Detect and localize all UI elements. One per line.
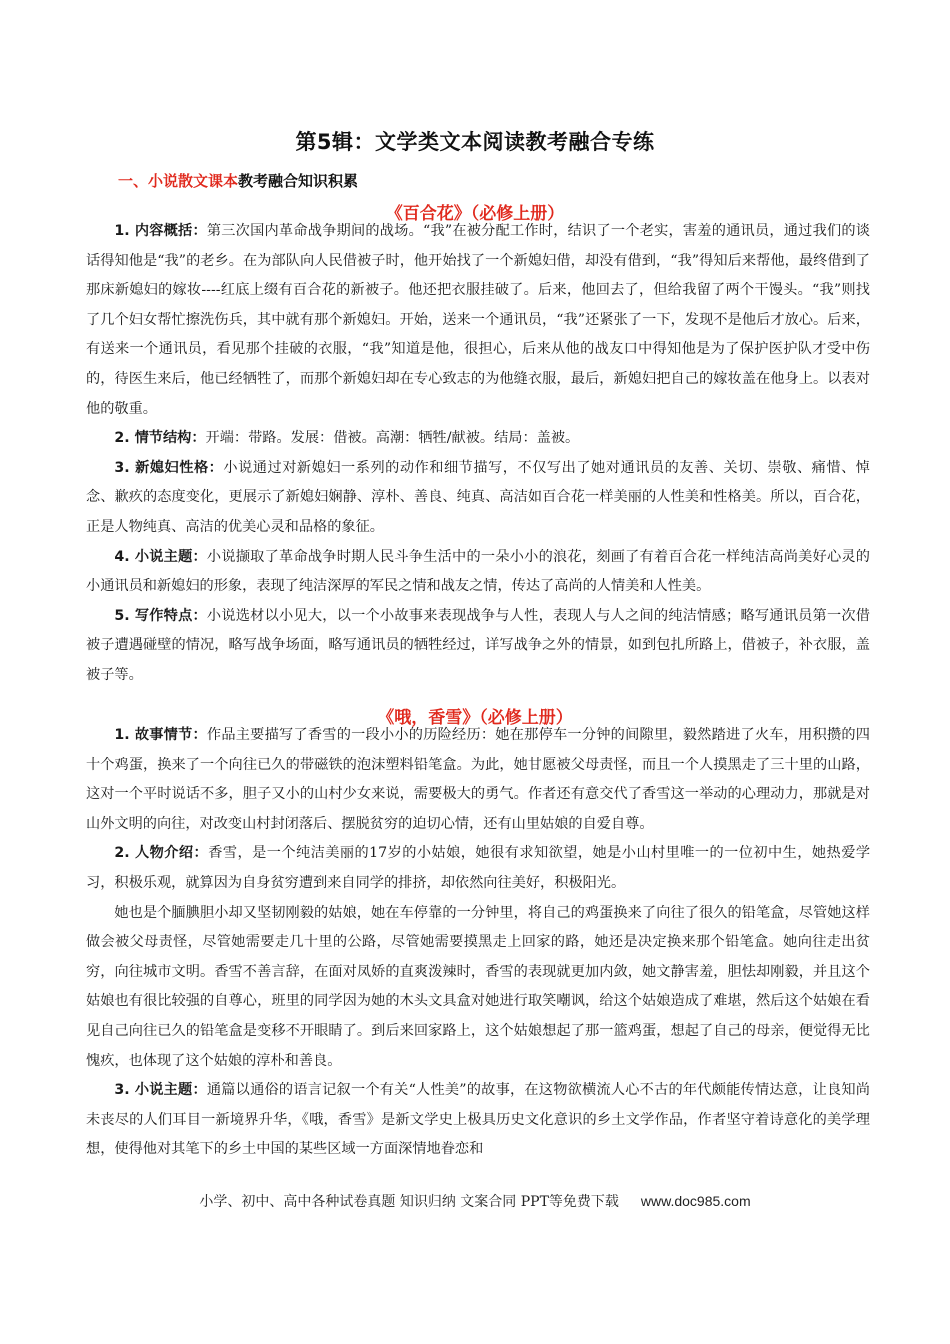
paragraph-character-intro: 2. 人物介绍：香雪，是一个纯洁美丽的17岁的小姑娘，她很有求知欲望，她是小山村里唯一的一位初中生，她热爱学习，积极乐观，就算因为自身贫穷遭到来自同学的排挤，却依然向往美好，积极阳光。: [86, 845, 871, 891]
section-heading: [118, 170, 358, 191]
paragraph-novel-theme: 3. 小说主题：通篇以通俗的语言记叙一个有关“人性美”的故事，在这物欲横流人心不古的年代颇能传情达意，让良知尚未丧尽的人们耳目一新境界升华，《哦，香雪》是新文学史上极具历史文化意识的乡土文学作品，作者坚守着诗意化的美学理想，使得他对其笔下的乡土中国的某些区域一方面深情地眷恋和: [86, 1082, 870, 1158]
section-heading-rest: 教考融合知识积累: [238, 172, 359, 190]
work-title-xiangxue: 《哦，香雪》（必修上册）: [377, 708, 573, 728]
page-footer: [0, 1191, 950, 1211]
paragraph-theme: 4. 小说主题：小说撷取了革命战争时期人民斗争生活中的一朵小小的浪花，刻画了有着百合花一样纯洁高尚美好心灵的小通讯员和新媳妇的形象，表现了纯洁深厚的军民之情和战友之情，传达了高尚的人情美和人性美。: [86, 548, 870, 595]
work-section-xiangxue: [86, 721, 870, 1165]
paragraph-story-plot: 1. 故事情节：作品主要描写了香雪的一段小小的历险经历：她在那停车一分钟的间隙里，毅然踏进了火车，用积攒的四十个鸡蛋，换来了一个向往已久的带磁铁的泡沫塑料铅笔盒。为此，她甘愿被父母责怪，而且一个人摸黑走了三十里的山路，这对一个平时说话不多，胆子又小的山村少女来说，需要极大的勇气。作者还有意交代了香雪这一举动的心理动力，那就是对山外文明的向往，对改变山村封闭落后、摆脱贫穷的迫切心情，还有山里姑娘的自爱自尊。: [86, 727, 870, 832]
work-title-baihehua: 《百合花》（必修上册）: [385, 204, 565, 224]
document-title: 第5辑：文学类文本阅读教考融合专练: [295, 130, 655, 154]
footer-url[interactable]: www.doc985.com: [640, 1193, 751, 1209]
paragraph-character-detail: 她也是个腼腆胆小却又坚韧刚毅的姑娘，她在车停靠的一分钟里，将自己的鸡蛋换来了向往了很久的铅笔盒，尽管她这样做会被父母责怪，尽管她需要走几十里的公路，尽管她需要摸黑走上回家的路，她还是决定换来那个铅笔盒。她向往走出贫穷，向往城市文明。香雪不善言辞，在面对凤娇的直爽泼辣时，香雪的表现就更加内敛，她文静害羞，胆怯却刚毅，并且这个姑娘也有很比较强的自尊心，班里的同学因为她的木头文具盒对她进行取笑嘲讽，给这个姑娘造成了难堪，然后这个姑娘在看见自己向往已久的铅笔盒是变移不开眼睛了。到后来回家路上，这个姑娘想起了那一篮鸡蛋，想起了自己的母亲，便觉得无比愧疚，也体现了这个姑娘的淳朴和善良。: [86, 904, 870, 1069]
paragraph-character: 3. 新媳妇性格：小说通过对新媳妇一系列的动作和细节描写，不仅写出了她对通讯员的友善、关切、崇敬、痛惜、悼念、歉疚的态度变化，更展示了新媳妇娴静、淳朴、善良、纯真、高洁如百合花一样美丽的人性美和性格美。所以，百合花，正是人物纯真、高洁的优美心灵和品格的象征。: [86, 459, 870, 535]
work-section-baihehua: [86, 217, 870, 691]
paragraph-content-summary: 1. 内容概括：第三次国内革命战争期间的战场。“我”在被分配工作时，结识了一个老实，害羞的通讯员，通过我们的谈话得知他是“我”的老乡。在为部队向人民借被子时，他开始找了一个新媳妇借，却没有借到，“我”得知后来帮他，最终借到了那床新媳妇的嫁妆----红底上缀有百合花的新被子。他还把衣服挂破了。后来，他回去了，但给我留了两个干馒头。“我”则找了几个妇女帮忙擦洗伤兵，其中就有那个新媳妇。开始，送来一个通讯员，“我”还紧张了一下，发现不是他后才放心。后来，有送来一个通讯员，看见那个挂破的衣服，“我”知道是他，很担心，后来从他的战友口中得知他是为了保护医护队才受中伤的，待医生来后，他已经牺牲了，而那个新媳妇却在专心致志的为他缝衣服，最后，新媳妇把自己的嫁妆盖在他身上。以表对他的敬重。: [86, 223, 870, 417]
section-heading-highlight: 一、小说散文课本: [118, 172, 239, 190]
paragraph-plot-structure: 2. 情节结构：开端：带路。发展：借被。高潮：牺牲/献被。结局：盖被。: [114, 430, 580, 447]
paragraph-writing-features: 5. 写作特点：小说选材以小见大，以一个小故事来表现战争与人性，表现人与人之间的纯洁情感；略写通讯员第一次借被子遭遇碰壁的情况，略写战争场面，略写通讯员的牺牲经过，详写战争之外的情景，如到包扎所路上，借被子，补衣服，盖被子等。: [86, 607, 870, 683]
footer-text: 小学、初中、高中各种试卷真题 知识归纳 文案合同 PPT等免费下载: [199, 1194, 619, 1210]
